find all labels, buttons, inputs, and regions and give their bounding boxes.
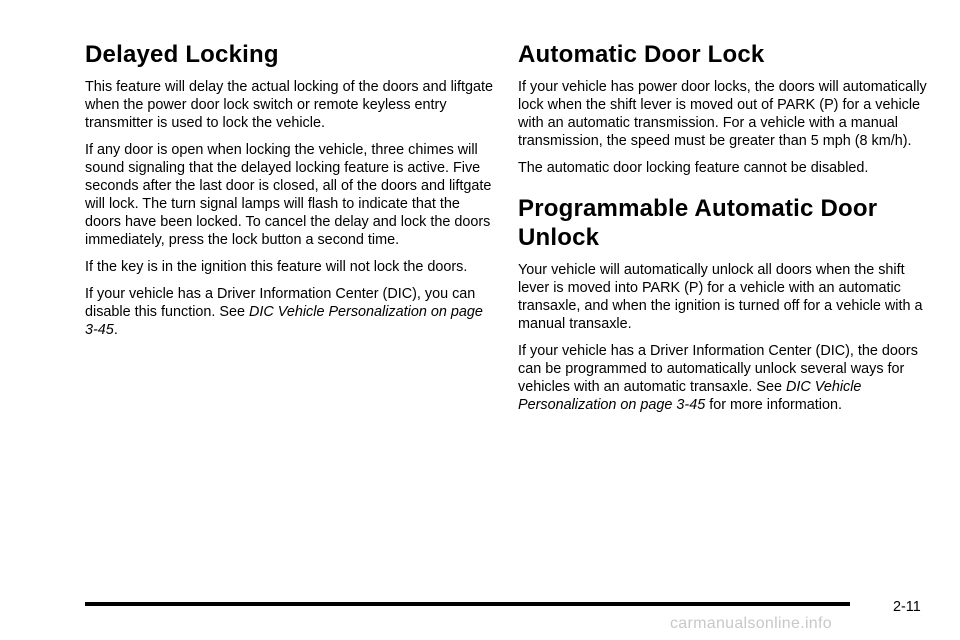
page-number: 2-11 — [893, 599, 921, 615]
heading-automatic-door-lock: Automatic Door Lock — [518, 41, 765, 68]
cross-reference-link[interactable]: DIC Vehicle Personalization on page 3-45 — [85, 304, 483, 338]
paragraph-key-in-ignition: If the key is in the ignition this feature will not lock the doors. — [85, 259, 468, 275]
left-column — [85, 40, 495, 348]
footer-rule — [85, 602, 850, 606]
paragraph-delayed-locking-chimes: If any door is open when locking the vehicle, three chimes will sound signaling that the delayed locking feature is active. Five seconds after the last door is closed, all of the doors and liftgate will lock. The turn signal lamps will flash to indicate that the doors have been locked. To cancel the delay and lock the doors immediately, press the lock button a second time. — [85, 142, 492, 248]
paragraph-dic-program-text: If your vehicle has a Driver Information Center (DIC), the doors can be programmed to automatically unlock several ways for vehicles with an automatic transaxle. See — [518, 343, 918, 395]
paragraph-automatic-unlock: Your vehicle will automatically unlock all doors when the shift lever is moved into PARK (P) for a vehicle with an automatic transaxle, and when the ignition is turned off for a vehicle with a manual transaxle. — [518, 262, 923, 332]
paragraph-dic-program — [518, 342, 928, 414]
heading-programmable-unlock-line1: Programmable Automatic Door — [518, 195, 878, 222]
paragraph-dic-disable-text: If your vehicle has a Driver Information Center (DIC), you can disable this function. See — [85, 286, 476, 320]
paragraph-dic-program-end: for more information. — [705, 397, 842, 413]
paragraph-delayed-locking-intro: This feature will delay the actual locking of the doors and liftgate when the power door lock switch or remote keyless entry transmitter is used to lock the vehicle. — [85, 79, 493, 131]
cross-reference-link[interactable]: DIC Vehicle Personalization on page 3-45 — [518, 379, 862, 413]
paragraph-cannot-disable: The automatic door locking feature cannot be disabled. — [518, 160, 869, 176]
heading-programmable-unlock-line2: Unlock — [518, 224, 600, 251]
heading-delayed-locking: Delayed Locking — [85, 41, 279, 68]
paragraph-dic-disable-end: . — [113, 322, 118, 338]
heading-programmable-unlock — [518, 194, 928, 252]
paragraph-dic-disable — [85, 285, 495, 339]
paragraph-automatic-lock: If your vehicle has power door locks, the doors will automatically lock when the shift lever is moved out of PARK (P) for a vehicle with an automatic transmission. For a vehicle with a manual transmission, the speed must be greater than 5 mph (8 km/h). — [518, 79, 927, 149]
right-column — [518, 40, 928, 423]
watermark: carmanualsonline.info — [670, 615, 832, 632]
